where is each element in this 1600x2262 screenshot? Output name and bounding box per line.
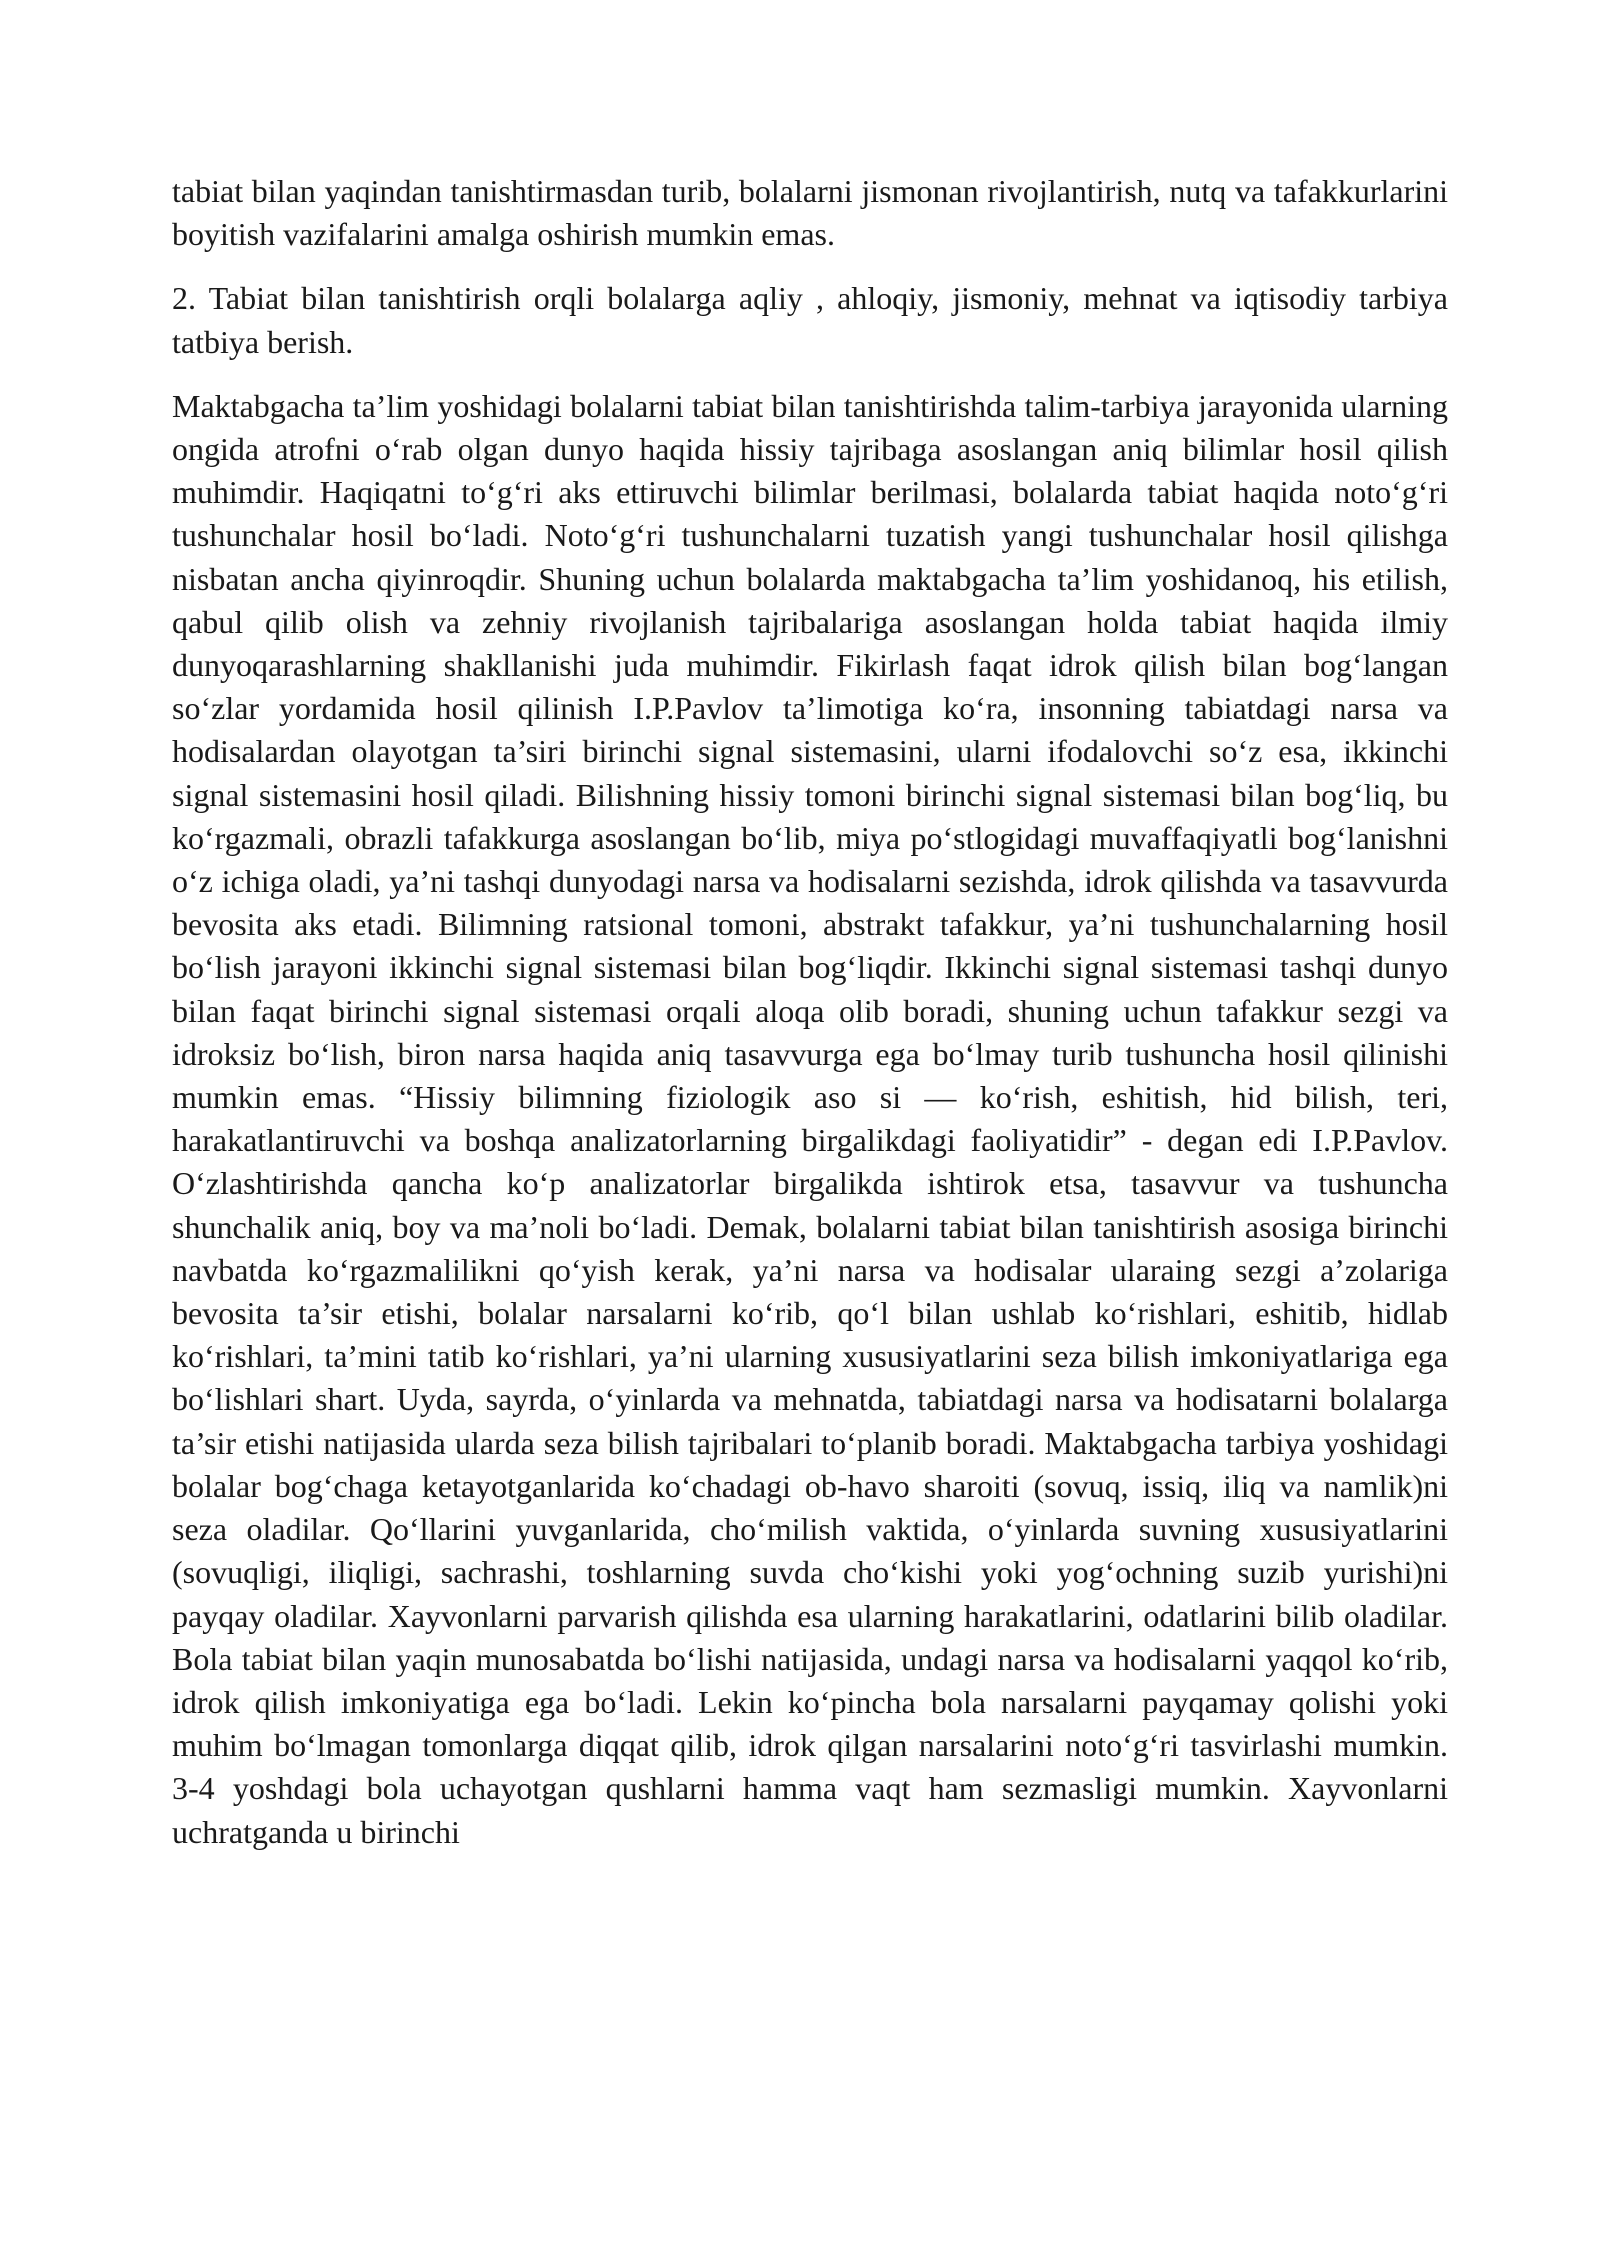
paragraph-numbered-item: 2. Tabiat bilan tanishtirish orqli bolalarga aqliy , ahloqiy, jismoniy, mehnat va iqtisodiy tarbiya tatbiya berish. <box>172 280 1448 360</box>
paragraph-body: Maktabgacha ta’lim yoshidagi bolalarni tabiat bilan tanishtirishda talim-tarbiya jarayonida ularning ongida atrofni o‘rab olgan dunyo haqida hissiy tajribaga asoslangan aniq bilimlar hosil qilish muhimdir. Haqiqatni to‘g‘ri aks ettiruvchi bilimlar berilmasi, bolalarda tabiat haqida noto‘g‘ri tushunchalar hosil bo‘ladi. Noto‘g‘ri tushunchalarni tuzatish yangi tushunchalar hosil qilishga nisbatan ancha qiyinroqdir. Shuning uchun bolalarda maktabgacha ta’lim yoshidanoq, his etilish, qabul qilib olish va zehniy rivojlanish tajribalariga asoslangan holda tabiat haqida ilmiy dunyoqarashlarning shakllanishi juda muhimdir. Fikirlash faqat idrok qilish bilan bog‘langan so‘zlar yordamida hosil qilinish I.P.Pavlov ta’limotiga ko‘ra, insonning tabiatdagi narsa va hodisalardan olayotgan ta’siri birinchi signal sistemasini, ularni ifodalovchi so‘z esa, ikkinchi signal sistemasini hosil qiladi. Bilishning hissiy tomoni birinchi signal sistemasi bilan bog‘liq, bu ko‘rgazmali, obrazli tafakkurga asoslangan bo‘lib, miya po‘stlogidagi muvaffaqiyatli bog‘lanishni o‘z ichiga oladi, ya’ni tashqi dunyodagi narsa va hodisalarni sezishda, idrok qilishda va tasavvurda bevosita aks etadi. Bilimning ratsional tomoni, abstrakt tafakkur, ya’ni tushunchalarning hosil bo‘lish jarayoni ikkinchi signal sistemasi bilan bog‘liqdir. Ikkinchi signal sistemasi tashqi dunyo bilan faqat birinchi signal sistemasi orqali aloqa olib boradi, shuning uchun tafakkur sezgi va idroksiz bo‘lish, biron narsa haqida aniq tasavvurga ega bo‘lmay turib tushuncha hosil qilinishi mumkin emas. “Hissiy bilimning fiziologik aso si — ko‘rish, eshitish, hid bilish, teri, harakatlantiruvchi va boshqa analizatorlarning birgalikdagi faoliyatidir” - degan edi I.P.Pavlov. O‘zlashtirishda qancha ko‘p analizatorlar birgalikda ishtirok etsa, tasavvur va tushuncha shunchalik aniq, boy va ma’noli bo‘ladi. Demak, bolalarni tabiat bilan tanishtirish asosiga birinchi navbatda ko‘rgazmalilikni qo‘yish kerak, ya’ni narsa va hodisalar ularaing sezgi a’zolariga bevosita ta’sir etishi, bolalar narsalarni ko‘rib, qo‘l bilan ushlab ko‘rishlari, eshitib, hidlab ko‘rishlari, ta’mini tatib ko‘rishlari, ya’ni ularning xususiyatlarini seza bilish imkoniyatlariga ega bo‘lishlari shart. Uyda, sayrda, o‘yinlarda va mehnatda, tabiatdagi narsa va hodisatarni bolalarga ta’sir etishi natijasida ularda seza bilish tajribalari to‘planib boradi. Maktabgacha tarbiya yoshidagi bolalar bog‘chaga ketayotganlarida ko‘chadagi ob-havo sharoiti (sovuq, issiq, iliq va namlik)ni seza oladilar. Qo‘llarini yuvganlarida, cho‘milish vaktida, o‘yinlarda suvning xususiyatlarini (sovuqligi, iliqligi, sachrashi, toshlarning suvda cho‘kishi yoki yog‘ochning suzib yurishi)ni payqay oladilar. Xayvonlarni parvarish qilishda esa ularning harakatlarini, odatlarini bilib oladilar. Bola tabiat bilan yaqin munosabatda bo‘lishi natijasida, undagi narsa va hodisalarni yaqqol ko‘rib, idrok qilish imkoniyatiga ega bo‘ladi. Lekin ko‘pincha bola narsalarni payqamay qolishi yoki muhim bo‘lmagan tomonlarga diqqat qilib, idrok qilgan narsalarini noto‘g‘ri tasvirlashi mumkin. 3-4 yoshdagi bola uchayotgan qushlarni hamma vaqt ham sezmasligi mumkin. Xayvonlarni uchratganda u birinchi <box>172 387 1448 1850</box>
paragraph-continuation: tabiat bilan yaqindan tanishtirmasdan turib, bolalarni jismonan rivojlantirish, nutq va tafakkurlarini boyitish vazifalarini amalga oshirish mumkin emas. <box>172 173 1448 253</box>
document-page <box>172 170 1448 1875</box>
